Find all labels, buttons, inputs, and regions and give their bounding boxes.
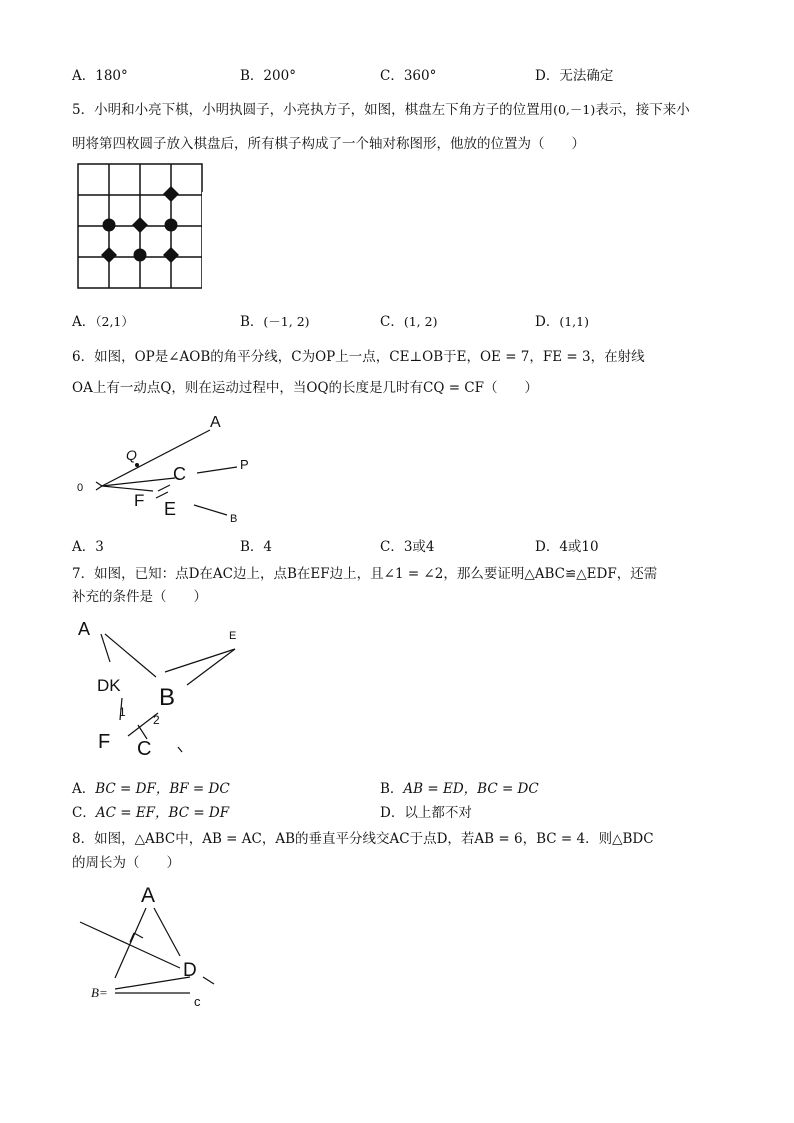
q7-option-b[interactable]: B．AB = ED，BC = DC (380, 781, 539, 797)
q6-stem-line2: OA上有一动点Q，则在运动过程中，当OQ的长度是几时有CQ = CF（ ） (72, 380, 539, 396)
q8-label-b: B= (91, 985, 108, 1000)
q5-option-a[interactable]: A．（2,1） (72, 314, 134, 330)
q7-label-2: 2 (153, 713, 160, 727)
q4-option-d[interactable]: D．无法确定 (535, 68, 614, 84)
round-piece (165, 219, 178, 232)
q7-stem-line2: 补充的条件是（ ） (72, 589, 207, 605)
q6-label-o: 0 (77, 482, 84, 494)
q7-label-c: C (137, 738, 152, 760)
q6-option-b[interactable]: B．4 (240, 539, 273, 555)
q8-stem-line1: 8．如图，△ABC中，AB = AC，AB的垂直平分线交AC于点D，若AB = 6，BC = 4．则△BDC (72, 831, 654, 847)
q7-label-dk: DK (97, 676, 121, 695)
q4-option-c[interactable]: C．360° (380, 68, 437, 84)
square-piece (101, 247, 117, 263)
q6-label-e: E (164, 499, 177, 519)
q5-option-b[interactable]: B．(－1, 2) (240, 314, 310, 330)
q7-option-a[interactable]: A．BC = DF，BF = DC (72, 781, 230, 797)
q6-option-c[interactable]: C．3或4 (380, 539, 435, 555)
q6-angle-bisector-figure (72, 405, 272, 530)
q6-label-f: F (134, 491, 145, 510)
q6-label-a: A (210, 414, 221, 431)
q8-isosceles-triangle-figure (72, 878, 232, 1013)
q8-label-a: A (141, 884, 156, 907)
q6-label-c: C (173, 464, 186, 484)
q5-option-c[interactable]: C．(1, 2) (380, 314, 438, 330)
q8-stem-line2: 的周长为（ ） (72, 855, 180, 871)
q7-label-1: 1 (119, 705, 126, 719)
q8-label-c: c (194, 994, 201, 1009)
square-piece (163, 186, 179, 202)
q5-chessboard-figure (76, 162, 204, 290)
q7-congruent-triangles-figure (72, 612, 262, 762)
q7-label-a: A (78, 619, 91, 639)
q7-option-d[interactable]: D．以上都不对 (380, 805, 472, 821)
square-piece (132, 217, 148, 233)
q7-label-e: E (229, 630, 237, 642)
q6-stem-line1: 6．如图，OP是∠AOB的角平分线，C为OP上一点，CE⊥OB于E，OE = 7，FE = 3，在射线 (72, 349, 645, 365)
q6-label-b: B (230, 513, 238, 525)
q4-option-b[interactable]: B．200° (240, 68, 296, 84)
q7-stem-line1: 7．如图，已知：点D在AC边上，点B在EF边上，且∠1 = ∠2，那么要证明△ABC≌△EDF，还需 (72, 566, 658, 582)
q6-option-a[interactable]: A．3 (72, 539, 104, 555)
q6-option-d[interactable]: D．4或10 (535, 539, 599, 555)
q8-label-d: D (183, 960, 197, 981)
q5-stem-line2: 明将第四枚圆子放入棋盘后，所有棋子构成了一个轴对称图形，他放的位置为（ ） (72, 136, 585, 152)
q6-label-q: Q (126, 447, 137, 463)
q6-label-p: P (240, 457, 249, 472)
q5-stem-line1: 5．小明和小亮下棋，小明执圆子，小亮执方子，如图，棋盘左下角方子的位置用(0,－1)表示，接下来小 (72, 102, 690, 118)
round-piece (134, 249, 147, 262)
q7-label-b: B (159, 684, 176, 711)
square-piece (163, 247, 179, 263)
q7-option-c[interactable]: C．AC = EF，BC = DF (72, 805, 230, 821)
round-piece (103, 219, 116, 232)
q5-option-d[interactable]: D．(1,1) (535, 314, 589, 330)
q4-option-a[interactable]: A．180° (72, 68, 128, 84)
q7-label-f: F (98, 731, 111, 753)
